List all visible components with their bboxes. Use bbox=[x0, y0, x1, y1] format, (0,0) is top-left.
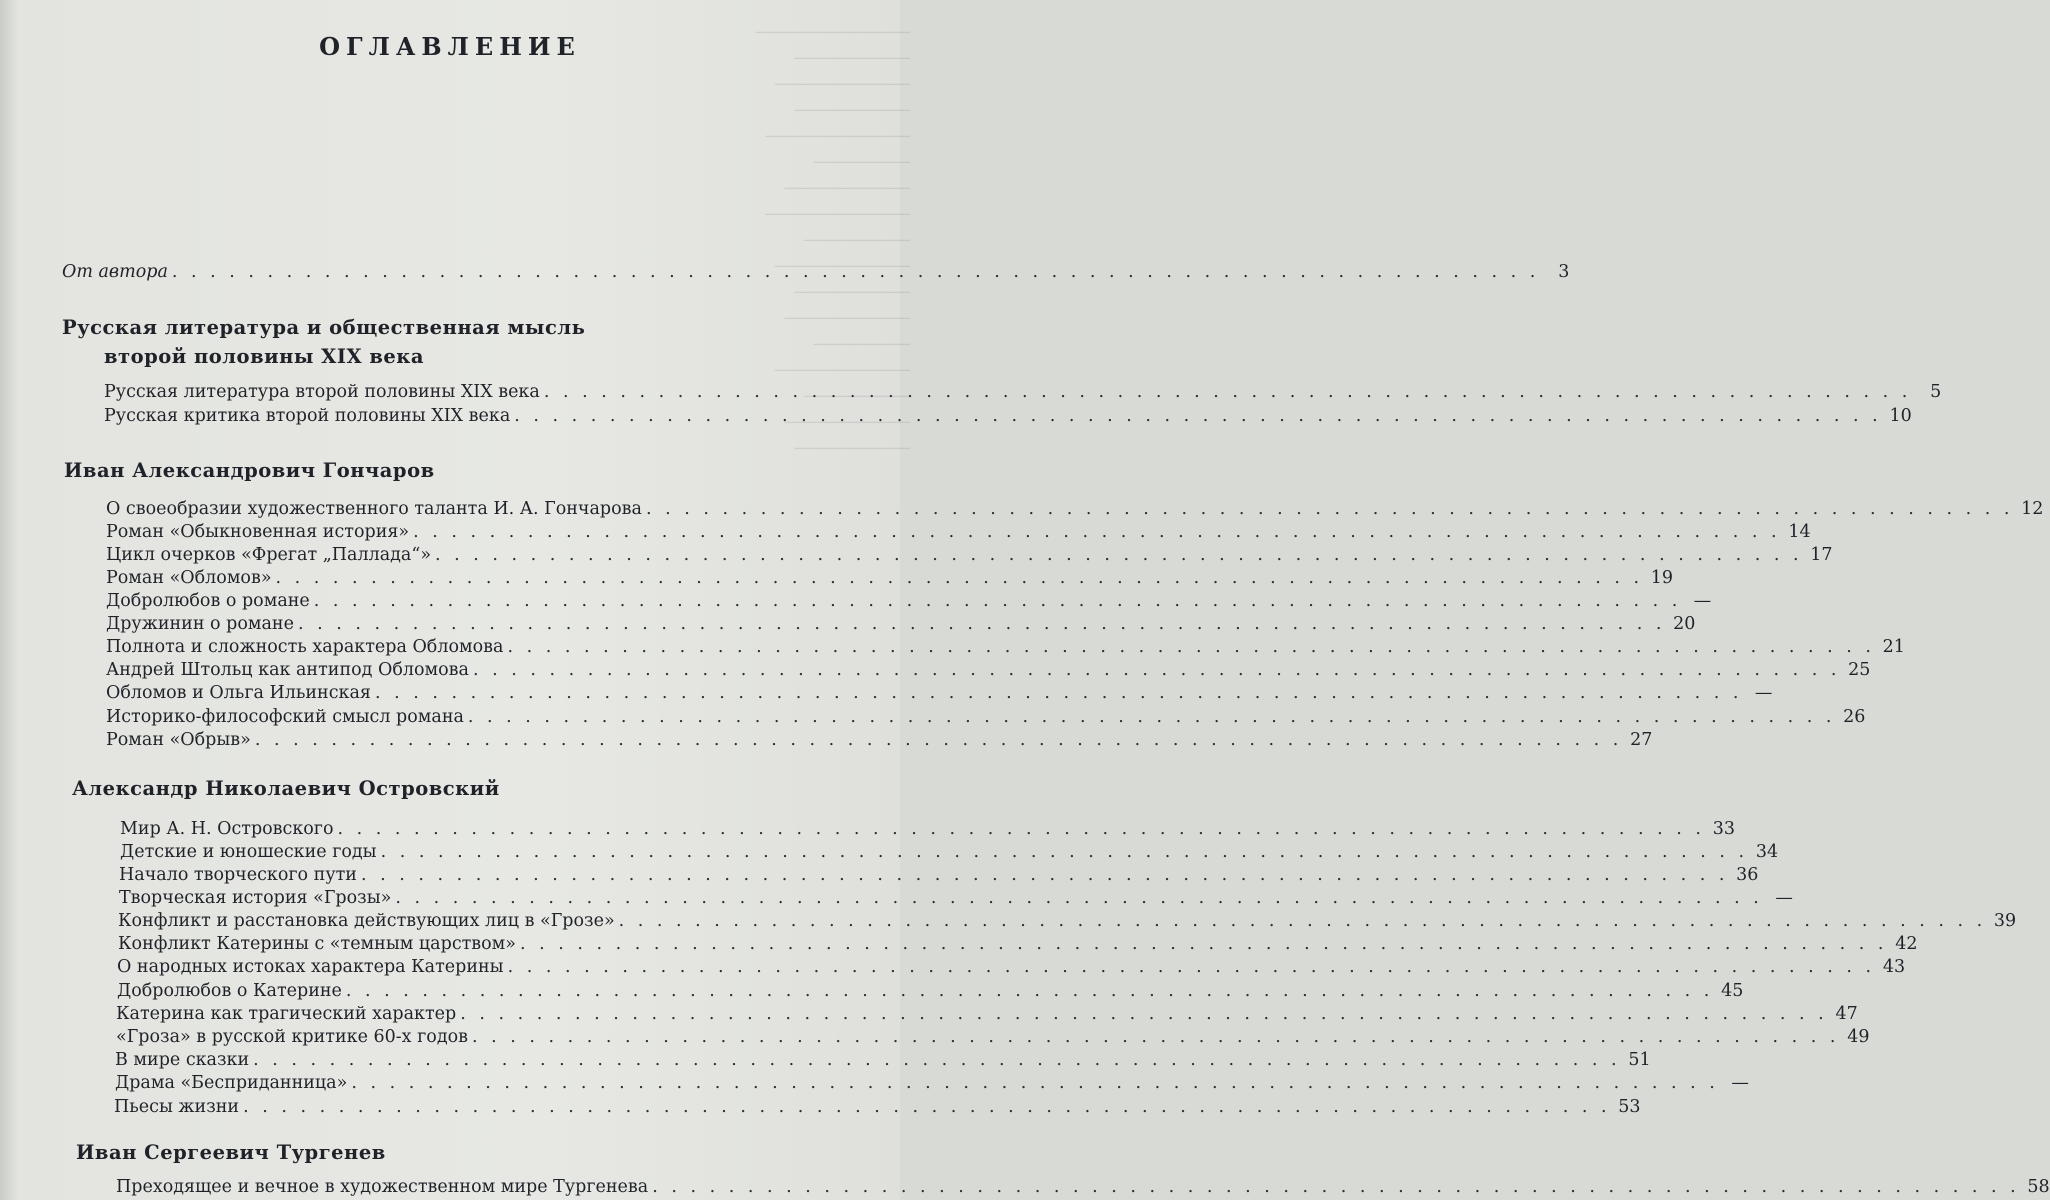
toc-entry-label: Русская критика второй половины XIX века bbox=[104, 406, 511, 426]
toc-entry-label: Конфликт Катерины с «темным царством» bbox=[118, 934, 517, 954]
toc-entry-page: 42 bbox=[1895, 934, 1918, 954]
leader-dots bbox=[276, 567, 1643, 589]
toc-entry-page: 21 bbox=[1882, 637, 1905, 657]
toc-entry-page: 33 bbox=[1712, 819, 1735, 839]
toc-entry[interactable] bbox=[106, 659, 1871, 681]
leader-dots bbox=[468, 706, 1835, 728]
toc-entry-label: Обломов и Ольга Ильинская bbox=[106, 683, 371, 703]
toc-entry-label: Русская литература второй половины XIX века bbox=[104, 382, 540, 402]
toc-entry-page: 17 bbox=[1810, 545, 1833, 565]
leader-dots bbox=[298, 613, 1665, 635]
toc-entry[interactable] bbox=[115, 1049, 1651, 1071]
show-through-text: ──────────────── ──────────── ────────────── ──────────── ─────────────── ────────── ───────────── ─────────────── ─────────── ────────────── ──────────── ───────────── ────────── ────────────── ─────────── ───────────── ──────────── bbox=[755, 23, 910, 458]
toc-entry-label: Добролюбов о Катерине bbox=[117, 981, 342, 1001]
toc-entry-label: Цикл очерков «Фрегат „Паллада“» bbox=[106, 545, 432, 565]
toc-entry-label: Роман «Обрыв» bbox=[106, 730, 251, 750]
leader-dots bbox=[520, 933, 1887, 955]
toc-entry-page: 25 bbox=[1848, 660, 1871, 680]
toc-entry[interactable] bbox=[118, 910, 2017, 932]
leader-dots bbox=[473, 659, 1840, 681]
toc-entry[interactable] bbox=[115, 1072, 1749, 1094]
leader-dots bbox=[460, 1003, 1827, 1025]
toc-entry-page: 51 bbox=[1628, 1050, 1651, 1070]
toc-entry[interactable] bbox=[116, 1003, 1858, 1025]
leader-dots bbox=[314, 590, 1681, 612]
toc-entry-page: 5 bbox=[1930, 382, 1942, 402]
leader-dots bbox=[381, 841, 1748, 863]
toc-entry-page: 47 bbox=[1835, 1004, 1858, 1024]
toc-entry-label: Дружинин о романе bbox=[106, 614, 294, 634]
leader-dots bbox=[508, 956, 1875, 978]
toc-entry-page: — bbox=[1693, 591, 1712, 611]
toc-entry-page: 27 bbox=[1630, 730, 1653, 750]
toc-entry[interactable] bbox=[104, 405, 1912, 427]
section-heading-line-2: второй половины XIX века bbox=[104, 345, 425, 368]
toc-entry-label: Историко-философский смысл романа bbox=[106, 707, 464, 727]
leader-dots bbox=[619, 910, 1986, 932]
section-heading: Александр Николаевич Островский bbox=[72, 777, 500, 800]
toc-entry-page: 58 bbox=[2027, 1177, 2050, 1197]
toc-entry-page: 49 bbox=[1847, 1027, 1870, 1047]
toc-entry-label: Драма «Бесприданница» bbox=[115, 1073, 348, 1093]
toc-entry-label: Начало творческого пути bbox=[119, 865, 357, 885]
toc-entry[interactable] bbox=[119, 864, 1759, 886]
toc-entry-label: О народных истоках характера Катерины bbox=[117, 957, 504, 977]
toc-entry-label: В мире сказки bbox=[115, 1050, 250, 1070]
toc-entry-page: 26 bbox=[1843, 707, 1866, 727]
toc-entry-label: Преходящее и вечное в художественном мире Тургенева bbox=[116, 1177, 649, 1197]
toc-entry[interactable] bbox=[106, 682, 1773, 704]
toc-entry[interactable] bbox=[106, 590, 1712, 612]
toc-entry-label: От автора bbox=[62, 262, 168, 282]
toc-entry-page: — bbox=[1731, 1073, 1749, 1093]
toc-entry-page: 45 bbox=[1721, 981, 1744, 1001]
toc-entry[interactable] bbox=[118, 933, 1918, 955]
leader-dots bbox=[375, 682, 1742, 704]
toc-entry[interactable] bbox=[116, 1176, 2050, 1198]
toc-entry-page: 14 bbox=[1788, 522, 1811, 542]
leader-dots bbox=[338, 818, 1705, 840]
toc-entry-label: Полнота и сложность характера Обломова bbox=[106, 637, 504, 657]
leader-dots bbox=[255, 729, 1622, 751]
toc-entry-page: 3 bbox=[1558, 262, 1570, 282]
toc-entry-intro[interactable] bbox=[62, 261, 1570, 283]
leader-dots bbox=[435, 544, 1802, 566]
toc-entry-label: Мир А. Н. Островского bbox=[120, 819, 334, 839]
leader-dots bbox=[507, 636, 1874, 658]
toc-entry-label: Детские и юношеские годы bbox=[120, 842, 377, 862]
toc-entry-page: 10 bbox=[1889, 406, 1912, 426]
section-heading: Русская литература и общественная мысль bbox=[62, 316, 586, 339]
leader-dots bbox=[346, 980, 1713, 1002]
toc-entry-page: 36 bbox=[1736, 865, 1759, 885]
leader-dots bbox=[243, 1096, 1610, 1118]
toc-entry-label: О своеобразии художественного таланта И. А. Гончарова bbox=[106, 499, 642, 519]
toc-entry-label: Роман «Обломов» bbox=[106, 568, 272, 588]
toc-entry[interactable] bbox=[106, 544, 1833, 566]
toc-entry-page: 12 bbox=[2021, 499, 2044, 519]
section-heading: Иван Сергеевич Тургенев bbox=[76, 1141, 386, 1164]
leader-dots bbox=[413, 521, 1780, 543]
leader-dots bbox=[544, 381, 1911, 403]
toc-entry[interactable] bbox=[106, 521, 1811, 543]
toc-entry-label: Конфликт и расстановка действующих лиц в «Грозе» bbox=[118, 911, 615, 931]
toc-entry[interactable] bbox=[106, 706, 1866, 728]
toc-entry-label: Катерина как трагический характер bbox=[116, 1004, 457, 1024]
leader-dots bbox=[652, 1176, 2019, 1198]
toc-entry-label: Творческая история «Грозы» bbox=[119, 888, 392, 908]
toc-entry-page: 53 bbox=[1618, 1097, 1641, 1117]
toc-entry[interactable] bbox=[106, 498, 2044, 520]
toc-entry[interactable] bbox=[104, 381, 1942, 403]
toc-entry-label: «Гроза» в русской критике 60-х годов bbox=[116, 1027, 468, 1047]
toc-entry[interactable] bbox=[120, 818, 1735, 840]
leader-dots bbox=[514, 405, 1881, 427]
toc-entry[interactable] bbox=[106, 567, 1674, 589]
leader-dots bbox=[646, 498, 2013, 520]
toc-entry[interactable] bbox=[120, 841, 1779, 863]
toc-entry[interactable] bbox=[106, 636, 1905, 658]
leader-dots bbox=[395, 887, 1762, 909]
leader-dots bbox=[351, 1072, 1718, 1094]
toc-entry-label: Роман «Обыкновенная история» bbox=[106, 522, 410, 542]
toc-entry-page: 43 bbox=[1882, 957, 1906, 977]
toc-entry[interactable] bbox=[106, 613, 1696, 635]
toc-entry-page: 20 bbox=[1673, 614, 1696, 634]
section-heading: Иван Александрович Гончаров bbox=[64, 459, 435, 482]
toc-entry-label: Добролюбов о романе bbox=[106, 591, 310, 611]
toc-entry[interactable] bbox=[116, 1026, 1870, 1048]
toc-entry-label: Андрей Штольц как антипод Обломова bbox=[106, 660, 469, 680]
leader-dots bbox=[472, 1026, 1839, 1048]
leader-dots bbox=[361, 864, 1728, 886]
toc-entry-page: — bbox=[1754, 683, 1773, 703]
toc-entry-page: 19 bbox=[1650, 568, 1674, 588]
toc-entry[interactable] bbox=[117, 956, 1906, 978]
toc-entry-page: 34 bbox=[1755, 842, 1779, 862]
toc-entry[interactable] bbox=[117, 980, 1744, 1002]
toc-entry-label: Пьесы жизни bbox=[114, 1097, 240, 1117]
toc-entry-page: — bbox=[1775, 888, 1793, 908]
page-title: ОГЛАВЛЕНИЕ bbox=[319, 32, 581, 61]
toc-entry[interactable] bbox=[114, 1096, 1641, 1118]
toc-entry[interactable] bbox=[119, 887, 1793, 909]
leader-dots bbox=[172, 261, 1539, 283]
toc-entry[interactable] bbox=[106, 729, 1653, 751]
toc-entry-page: 39 bbox=[1993, 911, 2017, 931]
leader-dots bbox=[253, 1049, 1620, 1071]
